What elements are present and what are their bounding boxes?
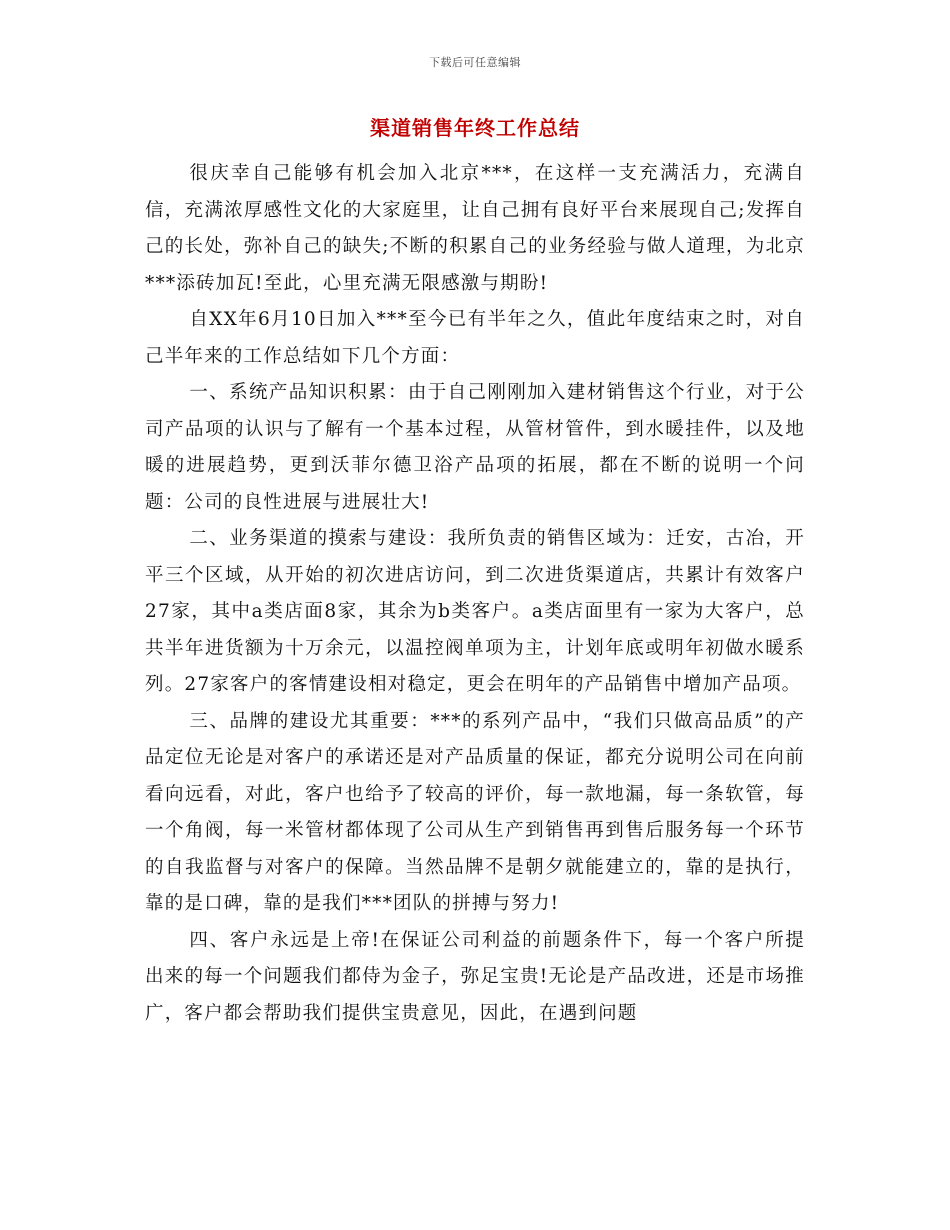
header-note: 下载后可任意编辑 <box>429 56 521 69</box>
paragraph-section-1: 一、系统产品知识积累：由于自己刚刚加入建材销售这个行业，对于公司产品项的认识与了解有一个基本过程，从管材管件，到水暖挂件，以及地暖的进展趋势，更到沃菲尔德卫浴产品项的拓展，都在不断的说明一个问题：公司的良性进展与进展壮大! <box>145 382 805 513</box>
document-title: 渠道销售年终工作总结 <box>370 116 580 140</box>
paragraph-section-2: 二、业务渠道的摸索与建设：我所负责的销售区域为：迁安，古冶，开平三个区域，从开始的初次进店访问，到二次进货渠道店，共累计有效客户27家，其中a类店面8家，其余为b类客户。a类店面里有一家为大客户，总共半年进货额为十万余元，以温控阀单项为主，计划年底或明年初做水暖系列。27家客户的客情建设相对稳定，更会在明年的产品销售中增加产品项。 <box>145 528 805 695</box>
paragraph-intro: 很庆幸自己能够有机会加入北京***，在这样一支充满活力，充满自信，充满浓厚感性文化的大家庭里，让自己拥有良好平台来展现自己;发挥自己的长处，弥补自己的缺失;不断的积累自己的业务经验与做人道理，为北京***添砖加瓦!至此，心里充满无限感激与期盼! <box>145 163 805 294</box>
paragraph-summary-intro: 自XX年6月10日加入***至今已有半年之久，值此年度结束之时，对自己半年来的工作总结如下几个方面： <box>145 309 805 367</box>
document-body <box>145 156 805 1032</box>
paragraph-section-3: 三、品牌的建设尤其重要：***的系列产品中，“我们只做高品质”的产品定位无论是对客户的承诺还是对产品质量的保证，都充分说明公司在向前看向远看，对此，客户也给予了较高的评价，每一款地漏，每一条软管，每一个角阀，每一米管材都体现了公司从生产到销售再到售后服务每一个环节的自我监督与对客户的保障。当然品牌不是朝夕就能建立的，靠的是执行，靠的是口碑，靠的是我们***团队的拼搏与努力! <box>145 710 805 914</box>
paragraph-section-4: 四、客户永远是上帝!在保证公司利益的前题条件下，每一个客户所提出来的每一个问题我们都侍为金子，弥足宝贵!无论是产品改进，还是市场推广，客户都会帮助我们提供宝贵意见，因此，在遇到问题 <box>145 929 805 1024</box>
